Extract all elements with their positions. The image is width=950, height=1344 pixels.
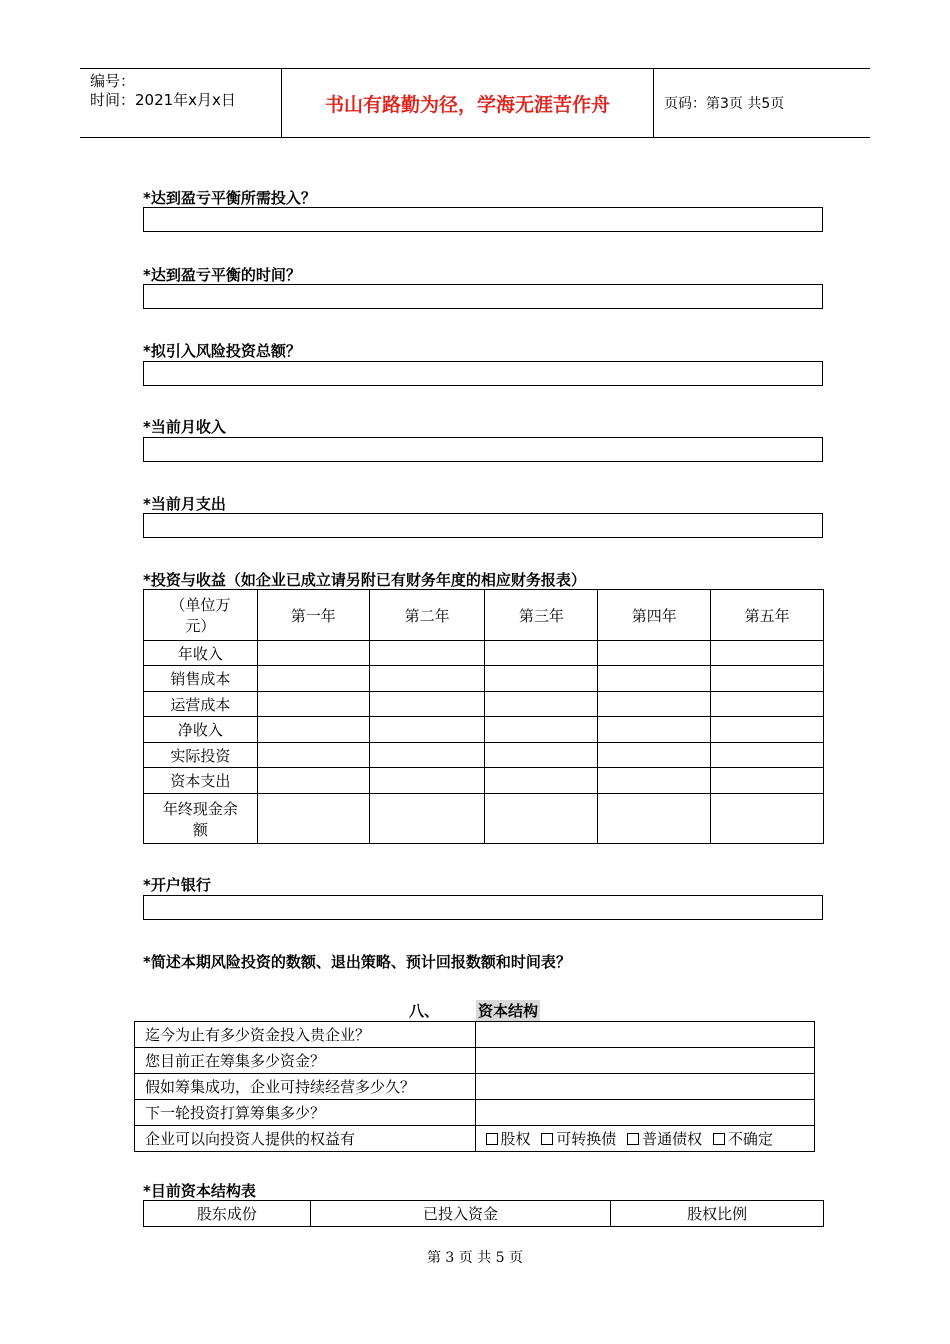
question-breakeven-investment: *达到盈亏平衡所需投入？ [143,189,316,207]
table-cell[interactable] [711,641,824,666]
table-header-row [144,590,824,641]
table-cell[interactable] [369,768,485,794]
question-bank: *开户银行 [143,876,211,894]
table-row [135,1074,815,1100]
page-counter: 页码：第3页 共5页 [664,96,785,112]
checkbox-icon[interactable] [541,1133,553,1145]
shareholder-table [143,1200,824,1227]
breakeven-investment-field[interactable] [143,207,823,232]
row-label: 净收入 [144,717,258,743]
capital-question: 您目前正在筹集多少资金？ [135,1048,476,1074]
table-cell[interactable] [598,768,711,794]
option-label: 不确定 [727,1130,773,1148]
table-cell[interactable] [598,666,711,692]
question-monthly-income: *当前月收入 [143,418,226,436]
table-cell[interactable] [711,768,824,794]
table-cell[interactable] [598,717,711,743]
capital-answer[interactable] [475,1100,815,1126]
table-cell[interactable] [598,692,711,717]
table-cell[interactable] [711,692,824,717]
row-label [144,794,258,844]
table-row [144,794,824,844]
table-cell[interactable] [369,666,485,692]
capital-question: 下一轮投资打算筹集多少？ [135,1100,476,1126]
table-row [135,1126,815,1152]
header-motto: 书山有路勤为径，学海无涯苦作舟 [282,69,654,137]
breakeven-time-field[interactable] [143,284,823,309]
year-header: 第一年 [257,590,369,641]
table-cell[interactable] [598,794,711,844]
capital-answer[interactable] [475,1074,815,1100]
table-row [144,717,824,743]
capital-answer[interactable] [475,1022,815,1048]
column-header: 股权比例 [611,1201,824,1227]
year-header: 第四年 [598,590,711,641]
year-header: 第五年 [711,590,824,641]
row-label: 资本支出 [144,768,258,794]
table-cell[interactable] [485,692,598,717]
checkbox-icon[interactable] [713,1133,725,1145]
table-cell[interactable] [257,692,369,717]
vc-total-field[interactable] [143,361,823,386]
table-cell[interactable] [711,666,824,692]
capital-structure-table [134,1021,815,1152]
table-row [144,666,824,692]
table-cell[interactable] [485,768,598,794]
page-header [80,68,870,138]
table-row [144,743,824,768]
table-cell[interactable] [369,692,485,717]
table-header-row [144,1201,824,1227]
question-investment-returns: *投资与收益（如企业已成立请另附已有财务年度的相应财务报表） [143,571,586,589]
section-title: 资本结构 [478,1002,539,1020]
table-cell[interactable] [369,641,485,666]
question-vc-total: *拟引入风险投资总额？ [143,342,301,360]
table-cell[interactable] [257,794,369,844]
row-label: 销售成本 [144,666,258,692]
unit-label: （单位万 [170,596,231,614]
table-cell[interactable] [257,743,369,768]
table-row [144,768,824,794]
unit-cell [144,590,258,641]
option-equity[interactable] [486,1130,531,1148]
table-row [135,1100,815,1126]
table-cell[interactable] [485,743,598,768]
table-cell[interactable] [257,717,369,743]
question-vc-summary: *简述本期风险投资的数额、退出策略、预计回报数额和时间表？ [143,953,571,971]
equity-options [475,1126,815,1152]
table-cell[interactable] [369,794,485,844]
table-cell[interactable] [485,666,598,692]
header-meta [80,69,282,137]
table-cell[interactable] [257,768,369,794]
column-header: 已投入资金 [310,1201,611,1227]
table-cell[interactable] [598,641,711,666]
year-header: 第二年 [369,590,485,641]
capital-question: 企业可以向投资人提供的权益有 [135,1126,476,1152]
table-cell[interactable] [711,794,824,844]
option-undecided[interactable] [713,1130,773,1148]
option-label: 可转换债 [556,1130,617,1148]
table-row [144,641,824,666]
table-cell[interactable] [257,641,369,666]
checkbox-icon[interactable] [627,1133,639,1145]
row-label-line: 额 [192,820,208,839]
table-cell[interactable] [257,666,369,692]
row-label: 年收入 [144,641,258,666]
table-row [144,692,824,717]
unit-label: 元） [185,617,216,635]
row-label-line: 年终现金余 [162,799,238,818]
checkbox-icon[interactable] [486,1133,498,1145]
monthly-expense-field[interactable] [143,513,823,538]
option-label: 普通债权 [642,1130,703,1148]
doc-time: 时间：2021年x月x日 [90,91,236,109]
table-cell[interactable] [485,641,598,666]
question-breakeven-time: *达到盈亏平衡的时间？ [143,266,301,284]
monthly-income-field[interactable] [143,437,823,462]
option-ordinary-debt[interactable] [627,1130,702,1148]
table-row [135,1022,815,1048]
doc-number: 编号： [90,72,136,90]
question-current-structure: *目前资本结构表 [143,1182,256,1200]
page-footer: 第 3 页 共 5 页 [426,1250,524,1266]
investment-returns-table [143,589,824,844]
column-header: 股东成份 [144,1201,311,1227]
capital-answer[interactable] [475,1048,815,1074]
row-label: 实际投资 [144,743,258,768]
table-cell[interactable] [711,717,824,743]
year-header: 第三年 [485,590,598,641]
table-cell[interactable] [485,717,598,743]
table-cell[interactable] [598,743,711,768]
option-label: 股权 [500,1130,531,1148]
question-monthly-expense: *当前月支出 [143,495,226,513]
row-label: 运营成本 [144,692,258,717]
table-cell[interactable] [369,743,485,768]
section-number: 八、 [409,1002,440,1020]
capital-question: 迄今为止有多少资金投入贵企业？ [135,1022,476,1048]
bank-field[interactable] [143,895,823,920]
table-row [135,1048,815,1074]
capital-question: 假如筹集成功，企业可持续经营多少久？ [135,1074,476,1100]
table-cell[interactable] [485,794,598,844]
option-convertible-debt[interactable] [541,1130,616,1148]
table-cell[interactable] [711,743,824,768]
table-cell[interactable] [369,717,485,743]
